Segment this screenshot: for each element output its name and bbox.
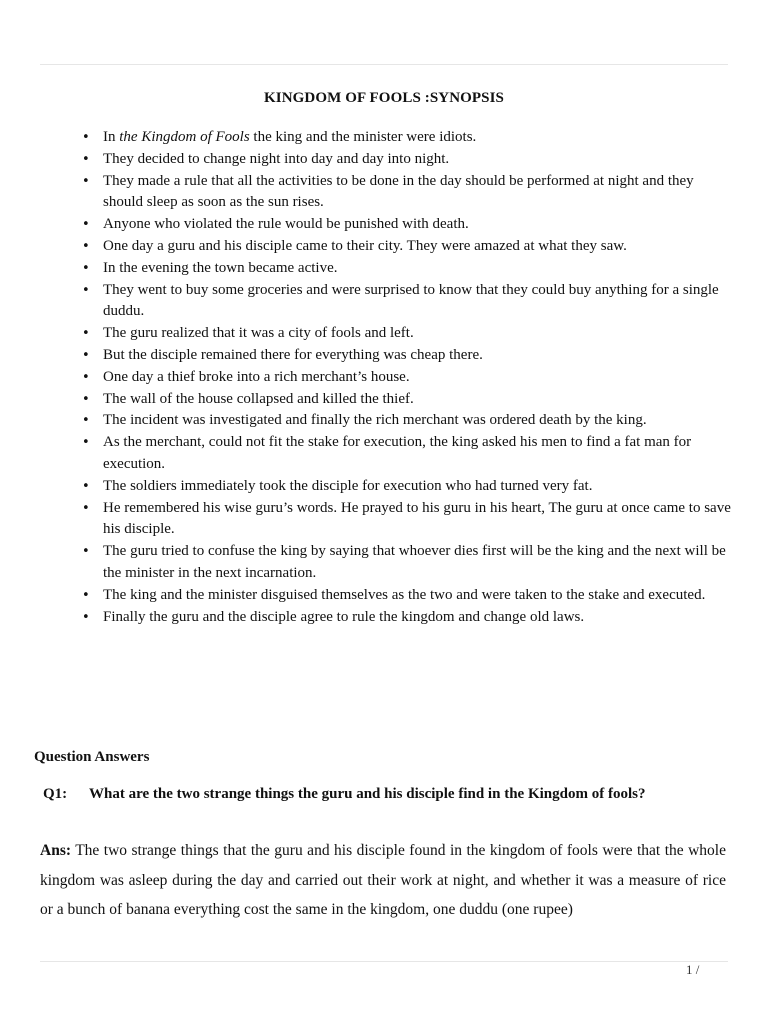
synopsis-item-text: In <box>103 129 120 145</box>
synopsis-item: • They made a rule that all the activities to be done in the day should be performed at night and they should sleep as soon as the sun rises. <box>103 171 733 215</box>
synopsis-item: • In the evening the town became active. <box>103 258 733 280</box>
synopsis-item: • As the merchant, could not fit the stake for execution, the king asked his men to find a fat man for execution. <box>103 432 733 476</box>
synopsis-item: • They went to buy some groceries and were surprised to know that they could buy anything for a single duddu. <box>103 280 733 324</box>
synopsis-item: • Anyone who violated the rule would be punished with death. <box>103 214 733 236</box>
synopsis-item: • They decided to change night into day and day into night. <box>103 149 733 171</box>
synopsis-item: • The guru realized that it was a city of fools and left. <box>103 323 733 345</box>
page-number: 1 / <box>686 962 700 977</box>
synopsis-item: • Finally the guru and the disciple agree to rule the kingdom and change old laws. <box>103 607 733 629</box>
answer-text: The two strange things that the guru and his disciple found in the kingdom of fools were that the whole kingdom was asleep during the day and carried out their work at night, and whether it was a measure of rice or a bunch of banana everything cost the same in the kingdom, one duddu (one rupee) <box>40 842 726 918</box>
synopsis-item: • One day a thief broke into a rich merchant’s house. <box>103 367 733 389</box>
synopsis-item <box>103 127 733 149</box>
synopsis-item: • He remembered his wise guru’s words. He prayed to his guru in his heart, The guru at once came to save his disciple. <box>103 498 733 542</box>
question-text: What are the two strange things the guru and his disciple find in the Kingdom of fools? <box>89 786 646 802</box>
top-divider <box>40 64 728 65</box>
synopsis-item: • The king and the minister disguised themselves as the two and were taken to the stake and executed. <box>103 585 733 607</box>
question-1 <box>34 780 734 809</box>
synopsis-item: • One day a guru and his disciple came to their city. They were amazed at what they saw. <box>103 236 733 258</box>
answer-1 <box>40 836 726 925</box>
synopsis-item: • The wall of the house collapsed and killed the thief. <box>103 389 733 411</box>
synopsis-item: • The soldiers immediately took the disciple for execution who had turned very fat. <box>103 476 733 498</box>
synopsis-item: • The incident was investigated and finally the rich merchant was ordered death by the king. <box>103 410 733 432</box>
book-title-italic: the Kingdom of Fools <box>119 129 250 145</box>
answer-label: Ans: <box>40 842 72 859</box>
synopsis-item: • The guru tried to confuse the king by saying that whoever dies first will be the king and the next will be the minister in the next incarnation. <box>103 541 733 585</box>
synopsis-item-text: the king and the minister were idiots. <box>249 129 477 145</box>
qa-heading: Question Answers <box>34 749 150 765</box>
synopsis-list <box>103 127 733 628</box>
page-title: KINGDOM OF FOOLS :SYNOPSIS <box>264 90 504 106</box>
question-label: Q1: <box>43 786 68 802</box>
bottom-divider <box>40 961 728 962</box>
synopsis-item: • But the disciple remained there for everything was cheap there. <box>103 345 733 367</box>
